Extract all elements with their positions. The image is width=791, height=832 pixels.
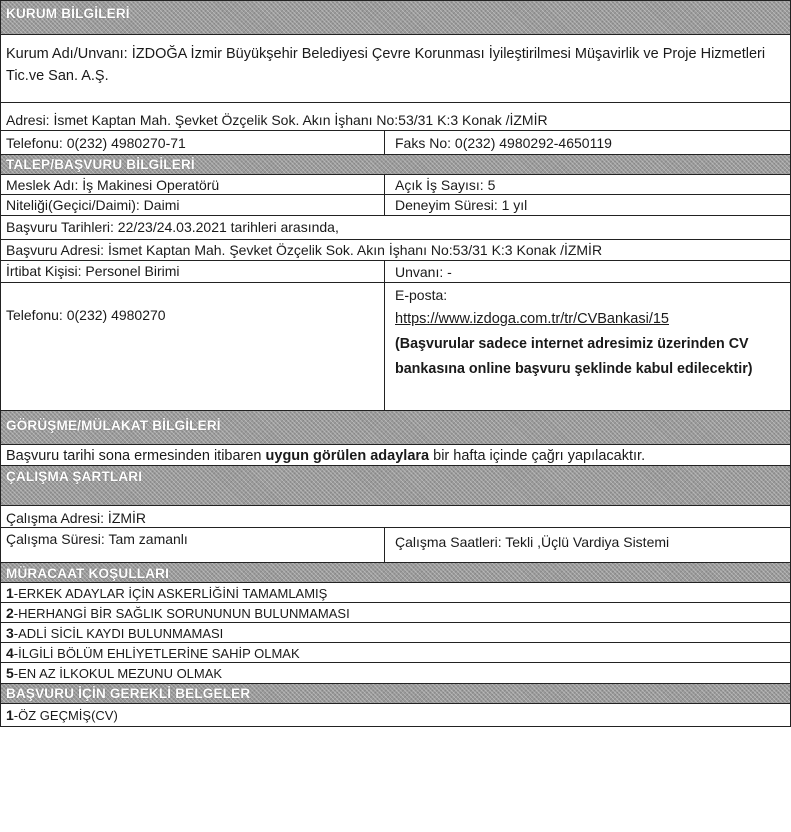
section-talep-header xyxy=(1,154,790,174)
kurum-phone-cell xyxy=(1,131,384,154)
section-gorusme-header xyxy=(1,410,790,444)
kurum-name: Kurum Adı/Unvanı: İZDOĞA İzmir Büyükşehir Belediyesi Çevre Korunması İyileştirilmesi Müşavirlik ve Proje Hizmetleri Tic.ve San. A.Ş. xyxy=(6,46,766,84)
talep-phone: Telefonu: 0(232) 4980270 xyxy=(6,307,166,323)
gorusme-text-before: Başvuru tarihi sona ermesinden itibaren xyxy=(6,448,266,464)
eposta-link[interactable]: https://www.izdoga.com.tr/tr/CVBankasi/15 xyxy=(395,311,669,327)
muracaat-item-num: 1 xyxy=(6,585,14,601)
muracaat-item xyxy=(1,662,790,683)
talep-phone-cell xyxy=(1,283,384,410)
belgeler-item xyxy=(1,703,790,727)
eposta-cell xyxy=(384,283,790,410)
muracaat-item-num: 4 xyxy=(6,645,14,661)
gorusme-text-bold: uygun görülen adaylara xyxy=(265,448,430,464)
kurum-phone: Telefonu: 0(232) 4980270-71 xyxy=(6,135,186,151)
irtibat-kisisi: İrtibat Kişisi: Personel Birimi xyxy=(6,263,180,279)
section-calisma-header xyxy=(1,465,790,505)
eposta-note: (Başvurular sadece internet adresimiz üzerinden CV bankasına online başvuru şeklinde kabul edilecektir) xyxy=(395,336,753,377)
calisma-adresi: Çalışma Adresi: İZMİR xyxy=(6,510,147,526)
calisma-saatleri: Çalışma Saatleri: Tekli ,Üçlü Vardiya Sistemi xyxy=(395,534,670,550)
calisma-saatleri-cell xyxy=(384,528,790,562)
muracaat-item-text: -İLGİLİ BÖLÜM EHLİYETLERİNE SAHİP OLMAK xyxy=(13,646,300,661)
section-belgeler-header xyxy=(1,683,790,703)
basvuru-adresi: Başvuru Adresi: İsmet Kaptan Mah. Şevket Özçelik Sok. Akın İşhanı No:53/31 K:3 Konak /İZMİR xyxy=(6,242,603,258)
kurum-fax: Faks No: 0(232) 4980292-4650119 xyxy=(395,135,612,151)
meslek-cell xyxy=(1,175,384,194)
section-calisma-title: ÇALIŞMA ŞARTLARI xyxy=(6,469,143,484)
irtibat-cell xyxy=(1,261,384,282)
talep-irtibat-row xyxy=(1,260,790,282)
calisma-sure-cell xyxy=(1,528,384,562)
calisma-sure-row xyxy=(1,527,790,562)
section-muracaat-title: MÜRACAAT KOŞULLARI xyxy=(6,566,170,581)
talep-contact-row xyxy=(1,282,790,410)
muracaat-item-num: 3 xyxy=(6,625,14,641)
kurum-address: Adresi: İsmet Kaptan Mah. Şevket Özçelik Sok. Akın İşhanı No:53/31 K:3 Konak /İZMİR xyxy=(6,112,548,128)
eposta-label: E-posta: xyxy=(395,287,448,303)
calisma-adres-row xyxy=(1,505,790,527)
muracaat-item xyxy=(1,622,790,642)
meslek: Meslek Adı: İş Makinesi Operatörü xyxy=(6,177,220,193)
acik-is-cell xyxy=(384,175,790,194)
unvan: Unvanı: - xyxy=(395,264,452,280)
talep-tarihler-row xyxy=(1,215,790,239)
unvan-cell xyxy=(384,261,790,282)
muracaat-item-text: -EN AZ İLKOKUL MEZUNU OLMAK xyxy=(13,666,223,681)
nitelik: Niteliği(Geçici/Daimi): Daimi xyxy=(6,197,180,213)
muracaat-item-num: 5 xyxy=(6,665,14,681)
section-kurum-header xyxy=(1,0,790,34)
talep-basvuru-adresi-row xyxy=(1,239,790,260)
gorusme-row xyxy=(1,444,790,465)
section-gorusme-title: GÖRÜŞME/MÜLAKAT BİLGİLERİ xyxy=(6,418,221,433)
nitelik-cell xyxy=(1,195,384,215)
talep-meslek-row xyxy=(1,174,790,194)
acik-is: Açık İş Sayısı: 5 xyxy=(395,177,496,193)
section-muracaat-header xyxy=(1,562,790,582)
belgeler-item-num: 1 xyxy=(6,707,14,723)
deneyim: Deneyim Süresi: 1 yıl xyxy=(395,197,528,213)
muracaat-item xyxy=(1,582,790,602)
muracaat-item-text: -ADLİ SİCİL KAYDI BULUNMAMASI xyxy=(13,626,224,641)
gorusme-text-after: bir hafta içinde çağrı yapılacaktır. xyxy=(429,448,646,464)
section-belgeler-title: BAŞVURU İÇİN GEREKLİ BELGELER xyxy=(6,686,251,701)
muracaat-item xyxy=(1,642,790,662)
kurum-fax-cell xyxy=(384,131,790,154)
kurum-phone-row xyxy=(1,130,790,154)
muracaat-item-num: 2 xyxy=(6,605,14,621)
talep-nitelik-row xyxy=(1,194,790,215)
muracaat-item xyxy=(1,602,790,622)
section-talep-title: TALEP/BAŞVURU BİLGİLERİ xyxy=(6,157,195,172)
muracaat-item-text: -ERKEK ADAYLAR İÇİN ASKERLİĞİNİ TAMAMLAMIŞ xyxy=(13,586,328,601)
section-kurum-title: KURUM BİLGİLERİ xyxy=(6,6,130,21)
basvuru-tarihleri: Başvuru Tarihleri: 22/23/24.03.2021 tarihleri arasında, xyxy=(6,219,339,235)
belgeler-item-text: -ÖZ GEÇMİŞ(CV) xyxy=(13,708,118,723)
calisma-suresi: Çalışma Süresi: Tam zamanlı xyxy=(6,531,188,547)
kurum-name-row xyxy=(1,34,790,102)
muracaat-item-text: -HERHANGİ BİR SAĞLIK SORUNUNUN BULUNMAMASI xyxy=(13,606,350,621)
deneyim-cell xyxy=(384,195,790,215)
kurum-address-row xyxy=(1,102,790,130)
